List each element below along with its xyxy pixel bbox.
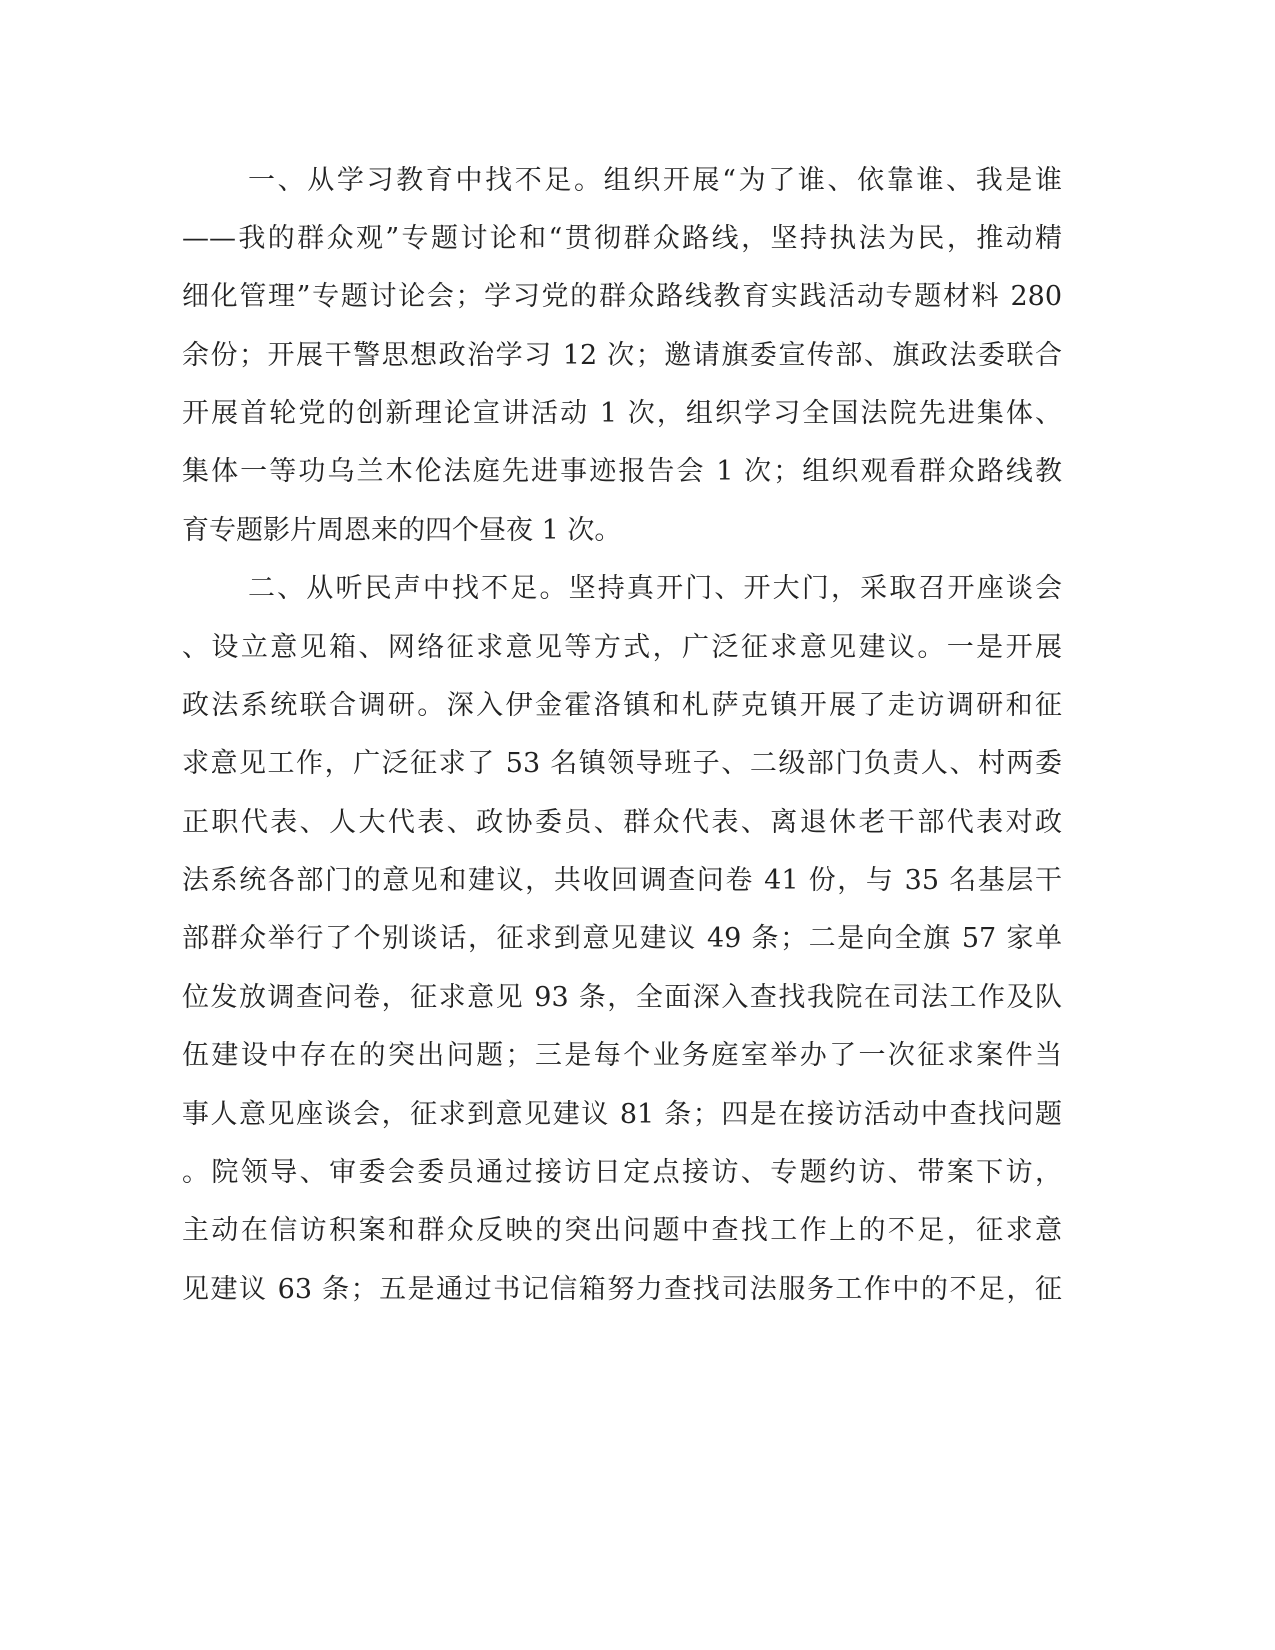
paragraph-2-line-2: 、设立意见箱、网络征求意见等方式，广泛征求意见建议。一是开展 <box>182 632 1062 663</box>
paragraph-2-line-1: 二、从听民声中找不足。坚持真开门、开大门，采取召开座谈会 <box>248 573 1062 604</box>
paragraph-1-line-6: 集体一等功乌兰木伦法庭先进事迹报告会 1 次；组织观看群众路线教 <box>182 456 1062 487</box>
paragraph-2-line-9: 伍建设中存在的突出问题；三是每个业务庭室举办了一次征求案件当 <box>182 1040 1062 1071</box>
paragraph-2-line-8: 位发放调查问卷，征求意见 93 条，全面深入查找我院在司法工作及队 <box>182 982 1062 1013</box>
paragraph-1-line-1: 一、从学习教育中找不足。组织开展“为了谁、依靠谁、我是谁 <box>248 165 1062 196</box>
paragraph-2-line-10: 事人意见座谈会，征求到意见建议 81 条；四是在接访活动中查找问题 <box>182 1099 1062 1130</box>
paragraph-1-line-3: 细化管理”专题讨论会；学习党的群众路线教育实践活动专题材料 280 <box>182 281 1062 312</box>
paragraph-2-line-12: 主动在信访积案和群众反映的突出问题中查找工作上的不足，征求意 <box>182 1215 1062 1246</box>
paragraph-2-line-3: 政法系统联合调研。深入伊金霍洛镇和札萨克镇开展了走访调研和征 <box>182 690 1062 721</box>
paragraph-1-line-5: 开展首轮党的创新理论宣讲活动 1 次，组织学习全国法院先进集体、 <box>182 398 1062 429</box>
paragraph-1-line-2: ——我的群众观”专题讨论和“贯彻群众路线，坚持执法为民，推动精 <box>182 223 1062 254</box>
paragraph-2-line-7: 部群众举行了个别谈话，征求到意见建议 49 条；二是向全旗 57 家单 <box>182 923 1062 954</box>
paragraph-2-line-13: 见建议 63 条；五是通过书记信箱努力查找司法服务工作中的不足，征 <box>182 1274 1062 1305</box>
paragraph-1-line-4: 余份；开展干警思想政治学习 12 次；邀请旗委宣传部、旗政法委联合 <box>182 340 1062 371</box>
paragraph-2-line-11: 。院领导、审委会委员通过接访日定点接访、专题约访、带案下访， <box>182 1157 1062 1188</box>
paragraph-2-line-4: 求意见工作，广泛征求了 53 名镇领导班子、二级部门负责人、村两委 <box>182 748 1062 779</box>
paragraph-1-line-7: 育专题影片周恩来的四个昼夜 1 次。 <box>182 515 622 546</box>
paragraph-2-line-6: 法系统各部门的意见和建议，共收回调查问卷 41 份，与 35 名基层干 <box>182 865 1062 896</box>
paragraph-2-line-5: 正职代表、人大代表、政协委员、群众代表、离退休老干部代表对政 <box>182 807 1062 838</box>
